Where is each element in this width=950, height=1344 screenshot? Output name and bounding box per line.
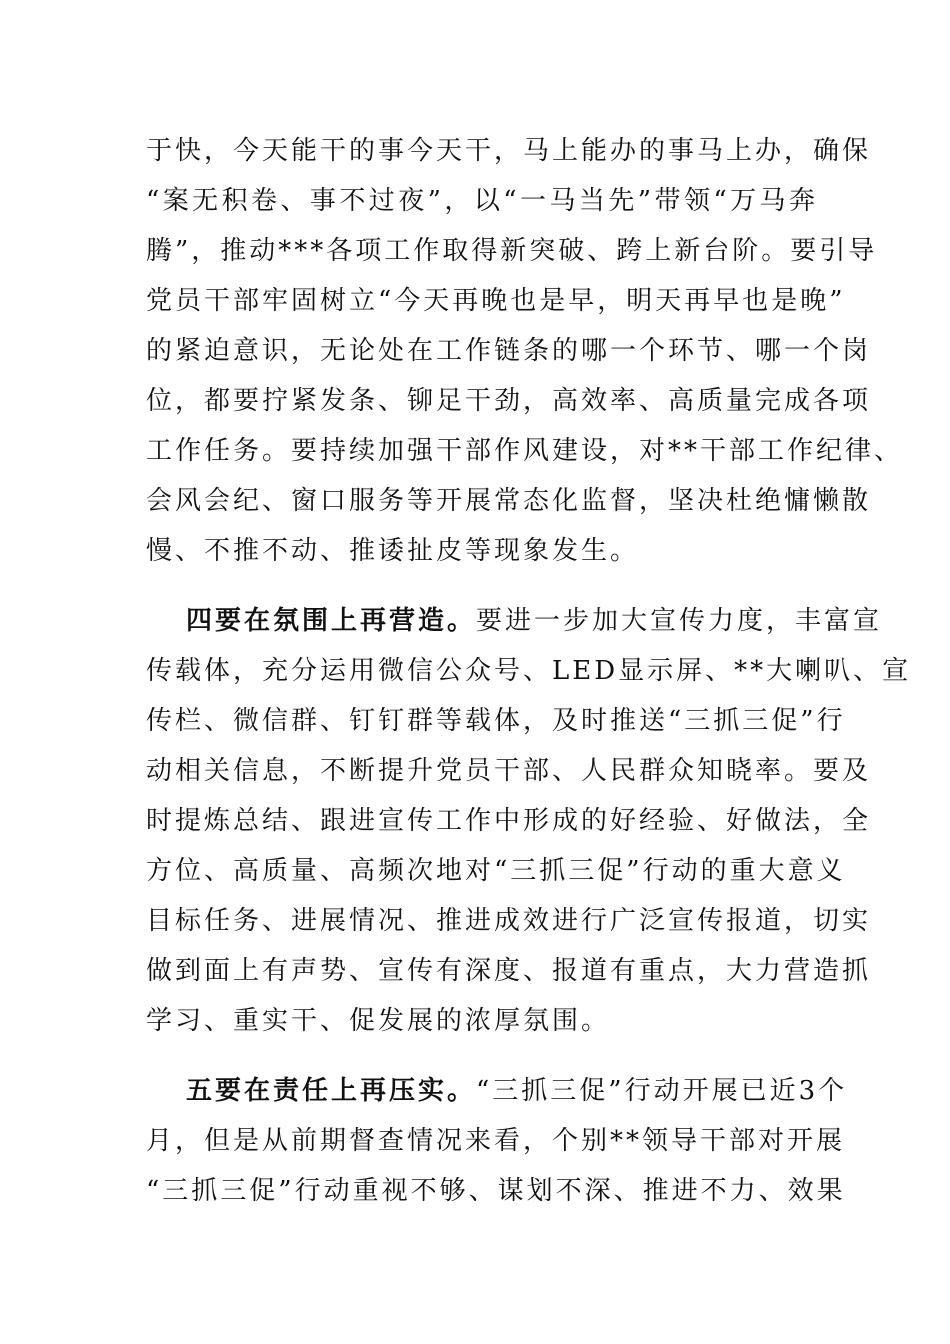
text-span: 要进一步加大宣传力度，丰富宣	[476, 606, 883, 636]
text-line: 位，都要拧紧发条、铆足干劲，高效率、高质量完成各项	[146, 386, 872, 416]
paragraph-heading: 五要在责任上再压实。	[186, 1076, 477, 1106]
paragraph-1	[146, 126, 904, 576]
text-line: 腾”，推动***各项工作取得新突破、跨上新台阶。要引导	[146, 236, 878, 266]
text-line: 目标任务、进展情况、推进成效进行广泛宣传报道，切实	[146, 906, 872, 936]
text-line-first	[146, 1066, 848, 1116]
text-line: “三抓三促”行动重视不够、谋划不深、推进不力、效果	[146, 1176, 846, 1206]
text-span: “三抓三促”行动开展已近3个	[476, 1076, 848, 1106]
text-line: 慢、不推不动、推诿扯皮等现象发生。	[146, 536, 640, 566]
text-line: 学习、重实干、促发展的浓厚氛围。	[146, 1006, 611, 1036]
text-line: 动相关信息，不断提升党员干部、人民群众知晓率。要及	[146, 756, 872, 786]
text-line: 传栏、微信群、钉钉群等载体，及时推送“三抓三促”行	[146, 706, 846, 736]
paragraph-3	[146, 1066, 848, 1216]
text-line: 党员干部牢固树立“今天再晚也是早，明天再早也是晚”	[146, 286, 846, 316]
text-line: 于快，今天能干的事今天干，马上能办的事马上办，确保	[146, 136, 872, 166]
paragraph-2	[146, 596, 912, 1046]
text-line: 做到面上有声势、宣传有深度、报道有重点，大力营造抓	[146, 956, 872, 986]
text-line: 的紧迫意识，无论处在工作链条的哪一个环节、哪一个岗	[146, 336, 872, 366]
paragraph-heading: 四要在氛围上再营造。	[186, 606, 477, 636]
text-line: 时提炼总结、跟进宣传工作中形成的好经验、好做法，全	[146, 806, 872, 836]
text-line-first	[146, 596, 883, 646]
text-line: 工作任务。要持续加强干部作风建设，对**干部工作纪律、	[146, 436, 904, 466]
text-line: 月，但是从前期督查情况来看，个别**领导干部对开展	[146, 1126, 846, 1156]
text-line: 方位、高质量、高频次地对“三抓三促”行动的重大意义	[146, 856, 846, 886]
text-line: 会风会纪、窗口服务等开展常态化监督，坚决杜绝慵懒散	[146, 486, 872, 516]
text-line: “案无积卷、事不过夜”，以“一马当先”带领“万马奔	[146, 186, 818, 216]
text-line: 传载体，充分运用微信公众号、LED显示屏、**大喇叭、宣	[146, 656, 912, 686]
document-page	[146, 126, 912, 1216]
